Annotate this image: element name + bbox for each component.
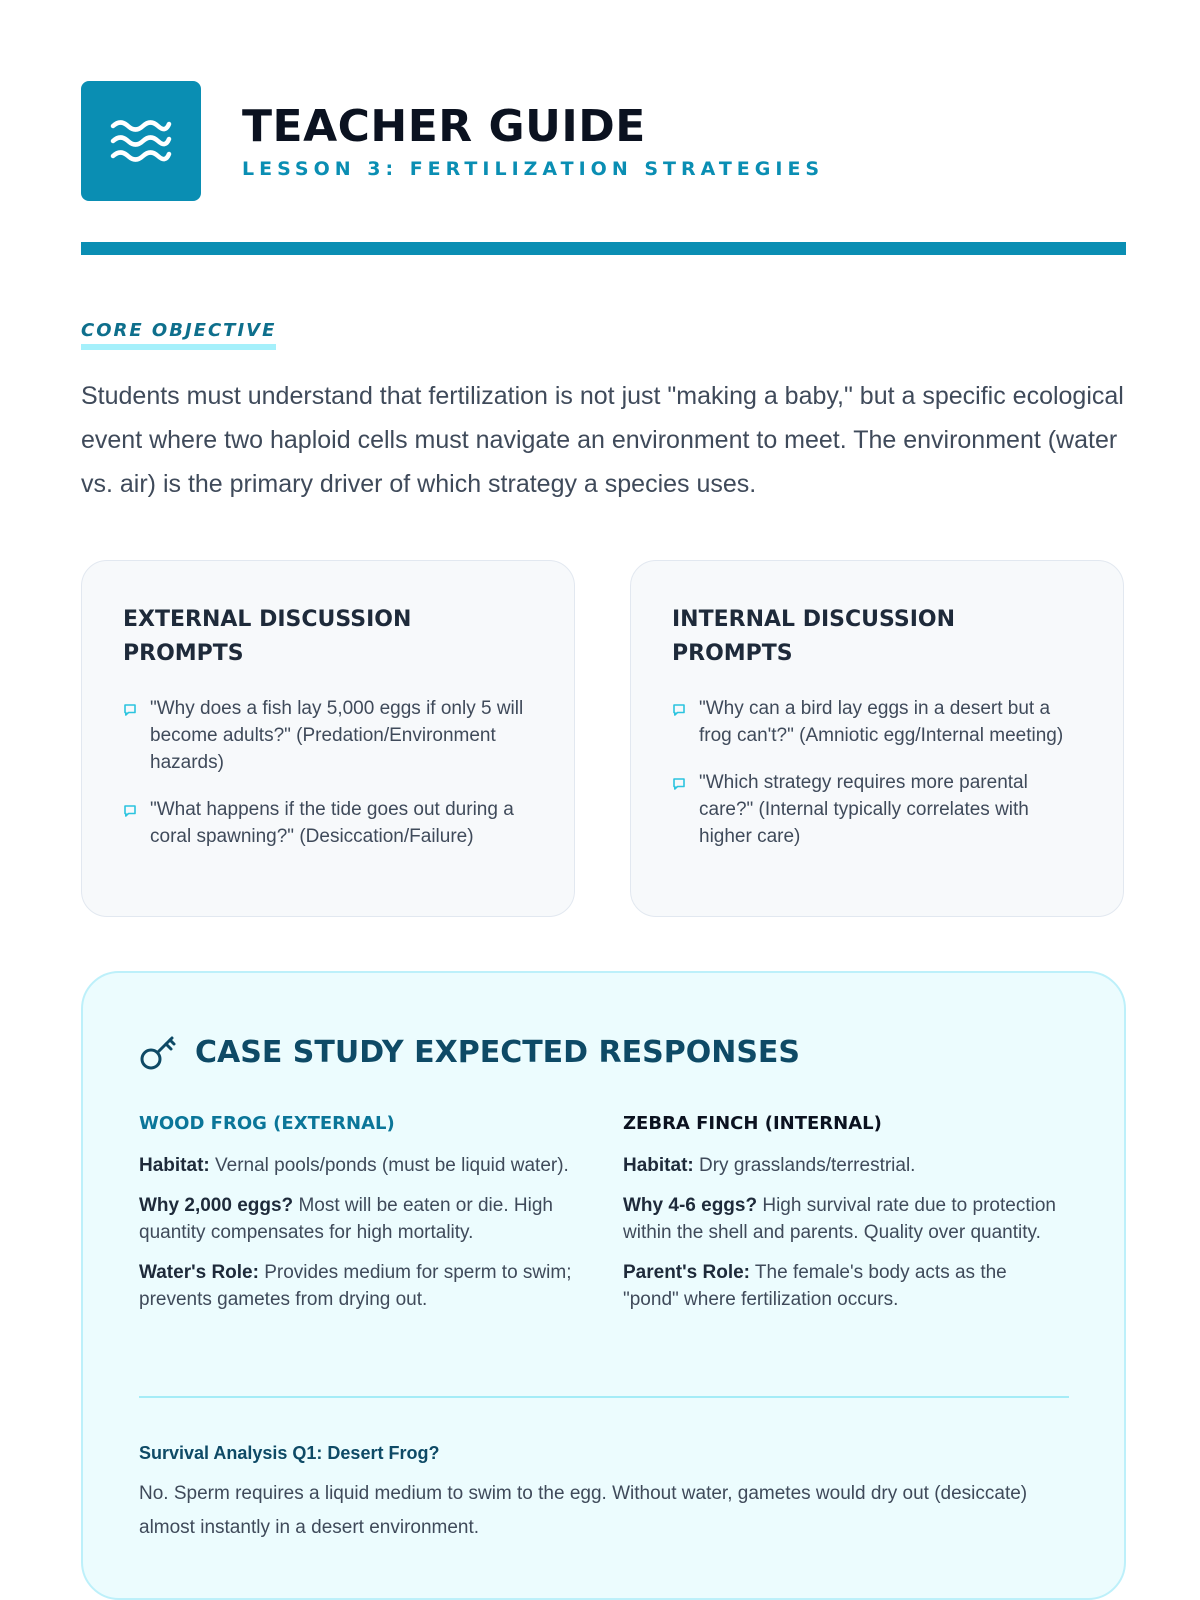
row-label: Why 4-6 eggs? [623,1195,758,1216]
speech-bubble-icon [123,804,137,818]
response-row [623,1192,1063,1246]
row-text: Provides medium for sperm to swim; prevents gametes from drying out. [139,1262,572,1310]
response-row [623,1152,1063,1179]
column-heading: WOOD FROG (EXTERNAL) [139,1113,395,1134]
prompt-text: "What happens if the tide goes out during a coral spawning?" (Desiccation/Failure) [150,799,514,847]
waves-icon [81,81,201,201]
row-label: Parent's Role: [623,1262,750,1283]
row-label: Habitat: [623,1155,694,1176]
prompt-text: "Why can a bird lay eggs in a desert but a frog can't?" (Amniotic egg/Internal meeting) [699,698,1064,746]
row-text: Dry grasslands/terrestrial. [693,1155,916,1176]
column-heading: ZEBRA FINCH (INTERNAL) [623,1113,882,1134]
core-objective-text: Students must understand that fertilization is not just "making a baby," but a specific ecological event where two haploid cells must navigate an environment to meet. The environment (water vs. air) is the primary driver of which strategy a species uses. [81,382,1124,498]
row-label: Habitat: [139,1155,210,1176]
row-text: High survival rate due to protection within the shell and parents. Quality over quantity. [623,1195,1056,1243]
row-label: Why 2,000 eggs? [139,1195,294,1216]
response-row [139,1192,579,1246]
case-study-title: CASE STUDY EXPECTED RESPONSES [195,1034,801,1070]
external-prompts-card [81,560,575,917]
row-label: Water's Role: [139,1262,259,1283]
list-item [123,695,534,776]
case-study-panel [81,971,1126,1600]
internal-prompts-card [630,560,1124,917]
speech-bubble-icon [123,703,137,717]
core-objective-label: CORE OBJECTIVE [81,320,276,350]
page-header [81,81,824,201]
card-title: INTERNAL DISCUSSION PROMPTS [672,607,955,666]
card-title: EXTERNAL DISCUSSION PROMPTS [123,607,412,666]
row-text: Vernal pools/ponds (must be liquid water). [209,1155,569,1176]
prompt-text: "Which strategy requires more parental care?" (Internal typically correlates with higher care) [699,772,1029,847]
speech-bubble-icon [672,703,686,717]
speech-bubble-icon [672,777,686,791]
section-divider [139,1396,1069,1398]
page-subtitle: LESSON 3: FERTILIZATION STRATEGIES [242,158,825,180]
response-row [623,1259,1063,1313]
response-row [139,1259,579,1313]
row-text: Most will be eaten or die. High quantity compensates for high mortality. [139,1195,553,1243]
page-title: TEACHER GUIDE [242,101,646,152]
list-item [672,769,1083,850]
header-divider [81,242,1126,255]
list-item [672,695,1083,749]
question-title: Survival Analysis Q1: Desert Frog? [139,1443,440,1463]
zebra-finch-column [623,1113,1063,1326]
row-text: The female's body acts as the "pond" where fertilization occurs. [623,1262,1007,1310]
question-answer: No. Sperm requires a liquid medium to swim to the egg. Without water, gametes would dry out (desiccate) almost instantly in a desert environment. [139,1483,1028,1538]
response-row [139,1152,579,1179]
list-item [123,796,534,850]
wood-frog-column [139,1113,579,1326]
prompt-text: "Why does a fish lay 5,000 eggs if only 5 will become adults?" (Predation/Environment hazards) [150,698,524,773]
key-icon [139,1033,177,1071]
